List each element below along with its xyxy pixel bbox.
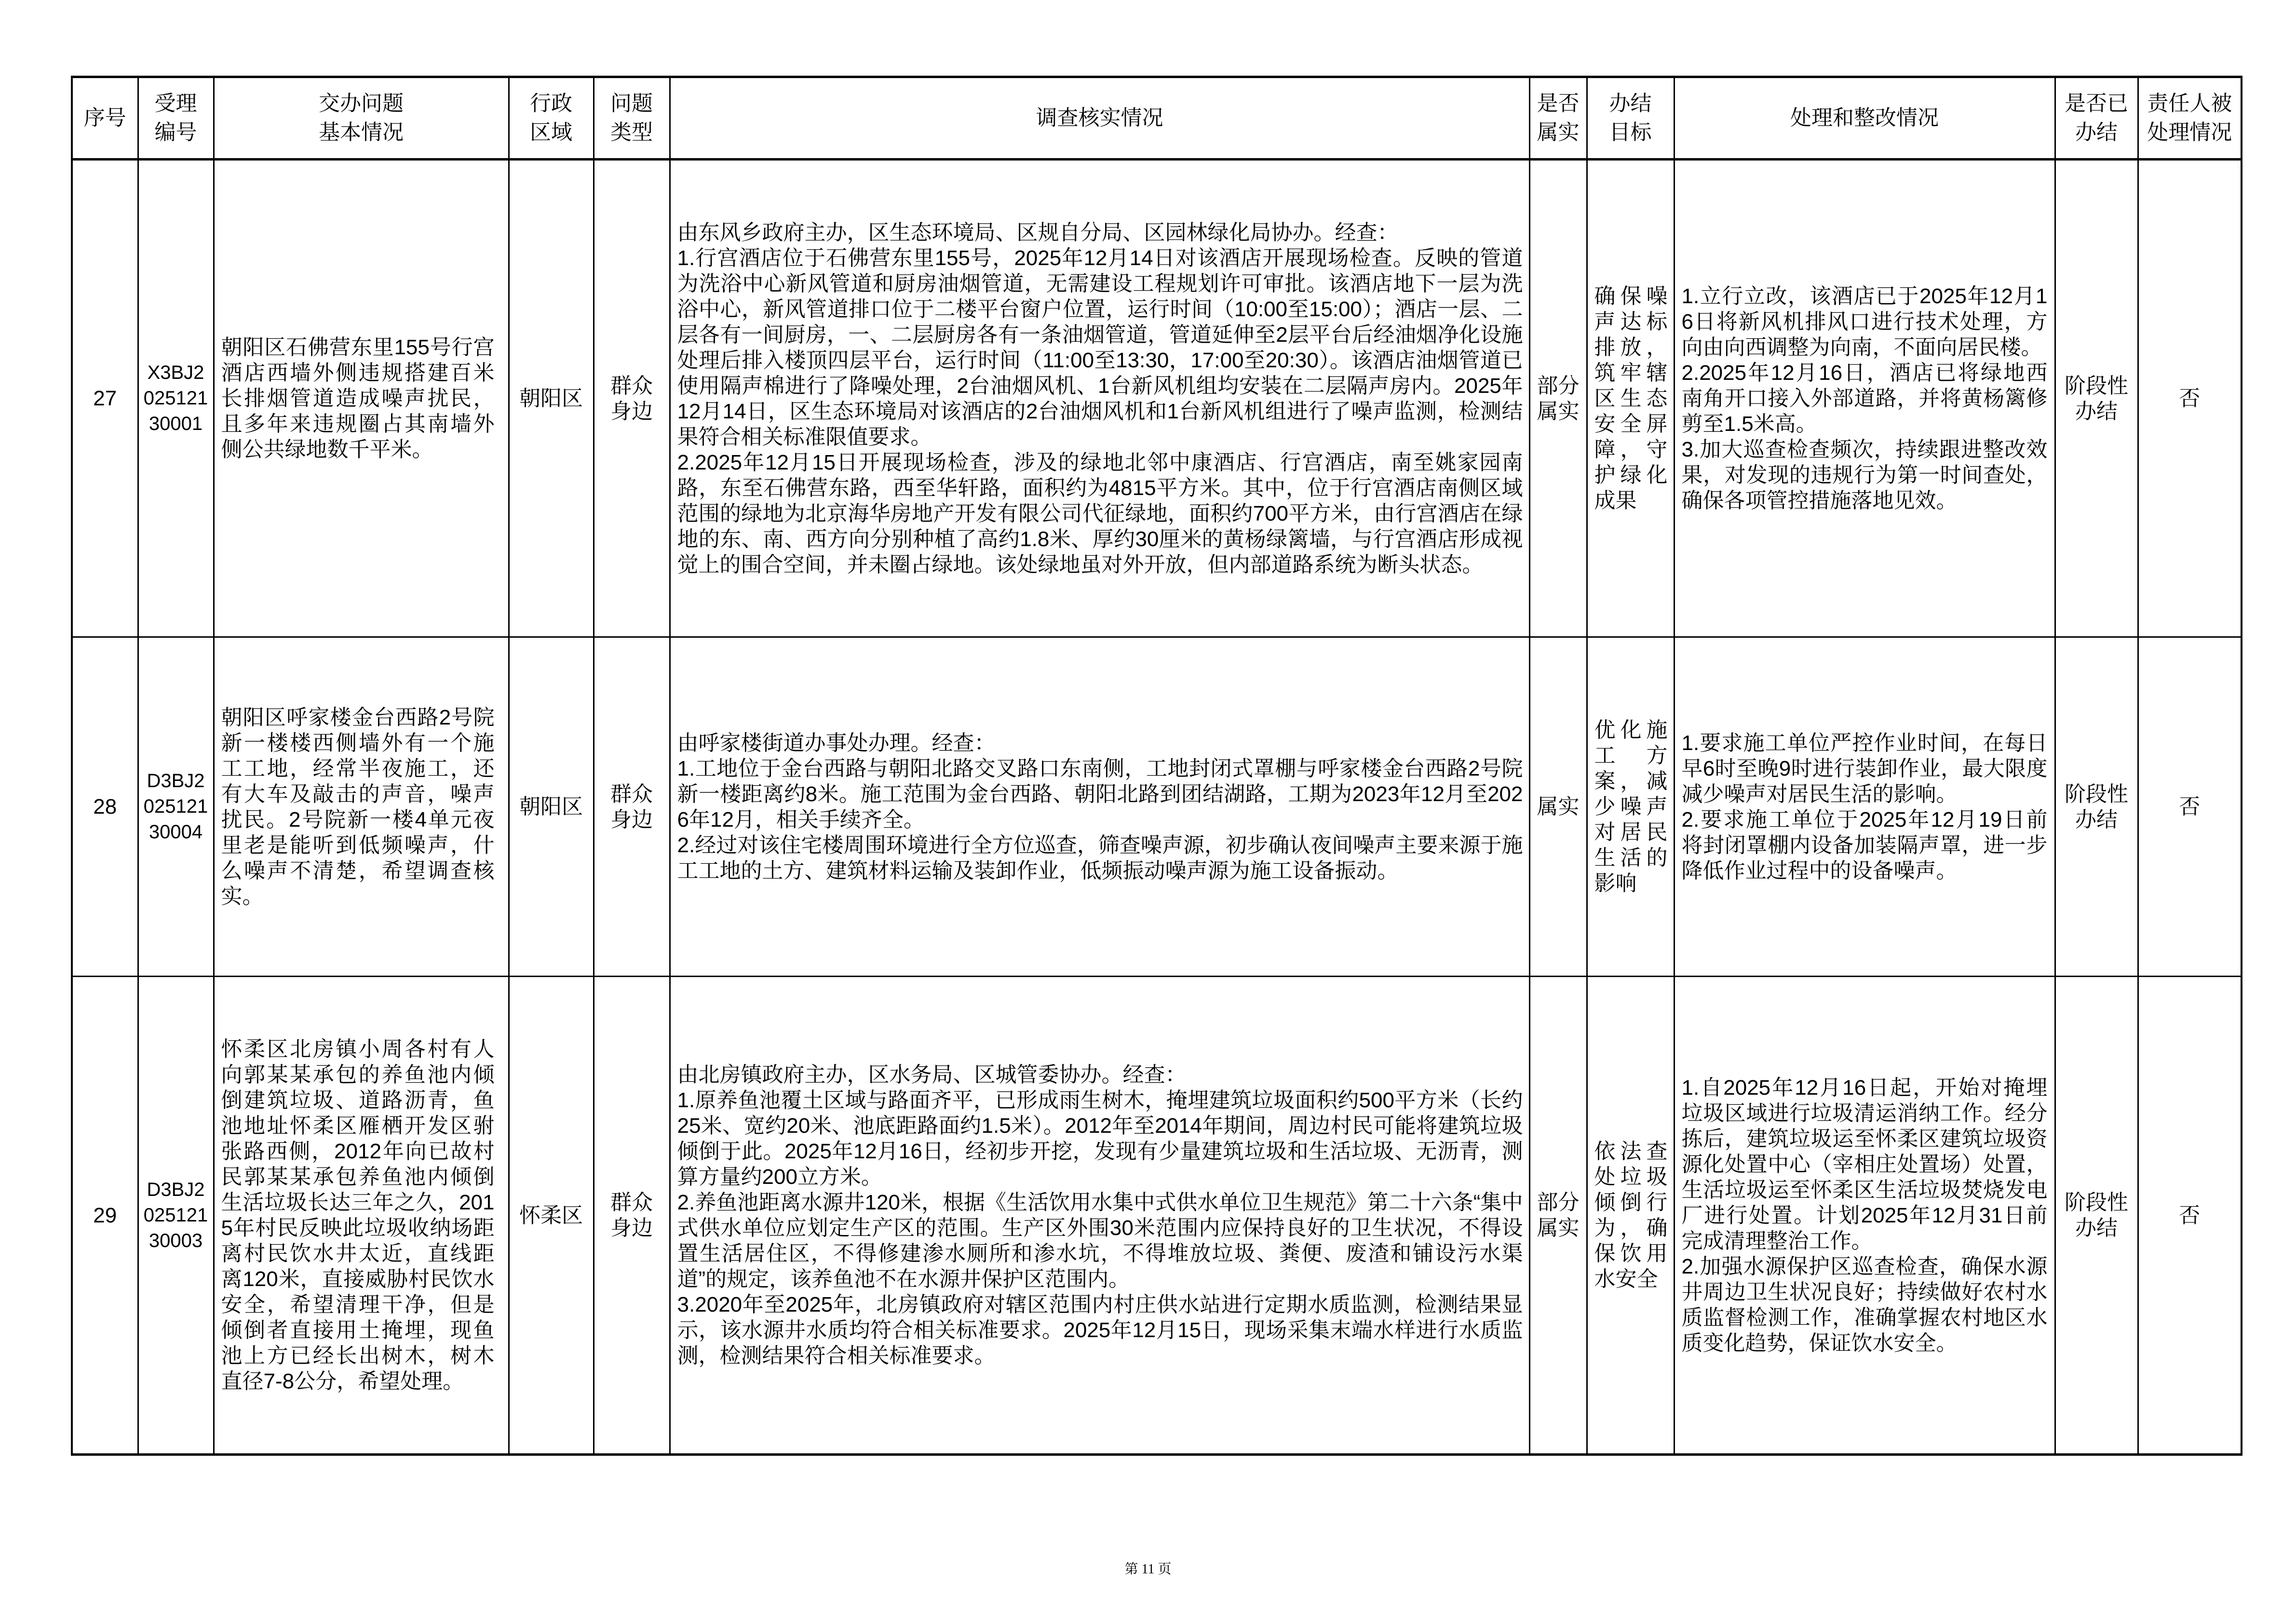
table-header-row: [72, 77, 2242, 160]
action-item: 2.加强水源保护区巡查检查，确保水源井周边卫生状况良好；持续做好农村水质监督检测工作，准确掌握农村地区水质变化趋势，保证饮水安全。: [1681, 1254, 2048, 1355]
cell-district: 朝阳区: [509, 637, 594, 977]
cell-issue-type: 群众身边: [594, 637, 670, 977]
cell-verified: 属实: [1529, 637, 1587, 977]
cell-case-id: D3BJ202512130004: [138, 637, 214, 977]
investigation-intro: 由呼家楼街道办事处办理。经查：: [677, 731, 996, 755]
cell-actions: [1674, 977, 2055, 1455]
cell-accountability: 否: [2138, 160, 2242, 637]
cell-district: 怀柔区: [509, 977, 594, 1455]
header-label: 处理和整改情况: [1790, 106, 1939, 130]
header-label: 调查核实情况: [1036, 106, 1163, 130]
investigation-item: 1.工地位于金台西路与朝阳北路交叉路口东南侧，工地封闭式罩棚与呼家楼金台西路2号院新一楼距离约8米。施工范围为金台西路、朝阳北路到团结湖路，工期为2023年12月至2026年12月，相关手续齐全。: [677, 756, 1523, 832]
cell-accountability: 否: [2138, 637, 2242, 977]
header-label: 编号: [154, 121, 197, 144]
cell-investigation: [670, 160, 1529, 637]
investigation-item: 1.原养鱼池覆土区域与路面齐平，已形成雨生树木，掩埋建筑垃圾面积约500平方米（长约25米、宽约20米、池底距路面约1.5米）。2012年至2014年期间，周边村民可能将建筑垃圾倾倒于此。2025年12月16日，经初步开挖，发现有少量建筑垃圾和生活垃圾、无沥青，测算方量约200立方米。: [677, 1088, 1523, 1189]
table-row: [72, 637, 2242, 977]
cell-closed: 阶段性办结: [2055, 977, 2138, 1455]
header-issue-type: [594, 77, 670, 160]
header-investigation: [670, 77, 1529, 160]
cell-issue: 朝阳区呼家楼金台西路2号院新一楼楼西侧墙外有一个施工工地，经常半夜施工，还有大车及敲击的声音，噪声扰民。2号院新一楼4单元夜里老是能听到低频噪声，什么噪声不清楚，希望调查核实。: [214, 637, 509, 977]
cell-verified: 部分属实: [1529, 977, 1587, 1455]
header-label: 是否: [1537, 92, 1580, 115]
header-verified: [1529, 77, 1587, 160]
header-label: 办结: [1609, 92, 1652, 115]
cell-closed: 阶段性办结: [2055, 160, 2138, 637]
header-label: 属实: [1537, 121, 1580, 144]
action-item: 2.2025年12月16日，酒店已将绿地西南角开口接入外部道路，并将黄杨篱修剪至1.5米高。: [1681, 361, 2048, 436]
header-label: 类型: [610, 121, 653, 144]
investigation-item: 1.行宫酒店位于石佛营东里155号，2025年12月14日对该酒店开展现场检查。反映的管道为洗浴中心新风管道和厨房油烟管道，无需建设工程规划许可审批。该酒店地下一层为洗浴中心，新风管道排口位于二楼平台窗户位置，运行时间（10:00至15:00）；酒店一层、二层各有一间厨房，一、二层厨房各有一条油烟管道，管道延伸至2层平台后经油烟净化设施处理后排入楼顶四层平台，运行时间（11:00至13:30，17:00至20:30）。该酒店油烟管道已使用隔声棉进行了降噪处理，2台油烟风机、1台新风机组均安装在二层隔声房内。2025年12月14日，区生态环境局对该酒店的2台油烟风机和1台新风机组进行了噪声监测，检测结果符合相关标准限值要求。: [677, 246, 1523, 449]
investigation-item: 3.2020年至2025年，北房镇政府对辖区范围内村庄供水站进行定期水质监测，检测结果显示，该水源井水质均符合相关标准要求。2025年12月15日，现场采集末端水样进行水质监测，检测结果符合相关标准要求。: [677, 1293, 1523, 1368]
cell-goal: 优化施工方案，减少噪声对居民生活的影响: [1587, 637, 1674, 977]
header-label: 受理: [154, 92, 197, 115]
header-label: 目标: [1609, 121, 1652, 144]
header-label: 问题: [610, 92, 653, 115]
header-seq: [72, 77, 138, 160]
header-goal: [1587, 77, 1674, 160]
header-label: 基本情况: [319, 121, 404, 144]
header-label: 行政: [530, 92, 572, 115]
cell-accountability: 否: [2138, 977, 2242, 1455]
investigation-item: 2.经过对该住宅楼周围环境进行全方位巡查，筛查噪声源，初步确认夜间噪声主要来源于施工工地的土方、建筑材料运输及装卸作业，低频振动噪声源为施工设备振动。: [677, 833, 1523, 883]
header-label: 是否已: [2065, 92, 2128, 115]
header-actions: [1674, 77, 2055, 160]
cell-issue-type: 群众身边: [594, 977, 670, 1455]
cell-investigation: [670, 637, 1529, 977]
cell-actions: [1674, 637, 2055, 977]
cell-district: 朝阳区: [509, 160, 594, 637]
header-label: 区域: [530, 121, 572, 144]
header-label: 处理情况: [2147, 121, 2232, 144]
cell-seq: 29: [72, 977, 138, 1455]
header-accountability: [2138, 77, 2242, 160]
cell-case-id: X3BJ202512130001: [138, 160, 214, 637]
cell-case-id: D3BJ202512130003: [138, 977, 214, 1455]
action-item: 3.加大巡查检查频次，持续跟进整改效果，对发现的违规行为第一时间查处，确保各项管控措施落地见效。: [1681, 438, 2048, 512]
header-issue: [214, 77, 509, 160]
investigation-intro: 由北房镇政府主办，区水务局、区城管委协办。经查：: [677, 1063, 1187, 1086]
cell-seq: 27: [72, 160, 138, 637]
investigation-intro: 由东风乡政府主办，区生态环境局、区规自分局、区园林绿化局协办。经查：: [677, 220, 1399, 244]
cell-closed: 阶段性办结: [2055, 637, 2138, 977]
cell-seq: 28: [72, 637, 138, 977]
header-label: 办结: [2075, 121, 2118, 144]
cell-issue: 怀柔区北房镇小周各村有人向郭某某承包的养鱼池内倾倒建筑垃圾、道路沥青，鱼池地址怀柔区雁栖开发区驸张路西侧，2012年向已故村民郭某某承包养鱼池内倾倒生活垃圾长达三年之久，2015年村民反映此垃圾收纳场距离村民饮水井太近，直线距离120米，直接威胁村民饮水安全，希望清理干净，但是倾倒者直接用土掩埋，现鱼池上方已经长出树木，树木直径7-8公分，希望处理。: [214, 977, 509, 1455]
cell-verified: 部分属实: [1529, 160, 1587, 637]
cell-goal: 依法查处垃圾倾倒行为，确保饮用水安全: [1587, 977, 1674, 1455]
cell-issue-type: 群众身边: [594, 160, 670, 637]
cell-actions: [1674, 160, 2055, 637]
case-table: [71, 76, 2242, 1456]
investigation-item: 2.2025年12月15日开展现场检查，涉及的绿地北邻中康酒店、行宫酒店，南至姚家园南路，东至石佛营东路，西至华轩路，面积约为4815平方米。其中，位于行宫酒店南侧区域范围的绿地为北京海华房地产开发有限公司代征绿地，面积约700平方米，由行宫酒店在绿地的东、南、西方向分别种植了高约1.8米、厚约30厘米的黄杨绿篱墙，与行宫酒店形成视觉上的围合空间，并未圈占绿地。该处绿地虽对外开放，但内部道路系统为断头状态。: [677, 450, 1523, 577]
header-label: 序号: [83, 106, 126, 130]
table-row: [72, 160, 2242, 637]
header-case-id: [138, 77, 214, 160]
header-district: [509, 77, 594, 160]
action-item: 2.要求施工单位于2025年12月19日前将封闭罩棚内设备加装隔声罩，进一步降低作业过程中的设备噪声。: [1681, 807, 2048, 883]
table-row: [72, 977, 2242, 1455]
cell-investigation: [670, 977, 1529, 1455]
header-closed: [2055, 77, 2138, 160]
action-item: 1.自2025年12月16日起，开始对掩埋垃圾区域进行垃圾清运消纳工作。经分拣后，建筑垃圾运至怀柔区建筑垃圾资源化处置中心（宰相庄处置场）处置，生活垃圾运至怀柔区生活垃圾焚烧发电厂进行处置。计划2025年12月31日前完成清理整治工作。: [1681, 1075, 2048, 1253]
header-label: 责任人被: [2147, 92, 2232, 115]
investigation-item: 2.养鱼池距离水源井120米，根据《生活饮用水集中式供水单位卫生规范》第二十六条“集中式供水单位应划定生产区的范围。生产区外围30米范围内应保持良好的卫生状况，不得设置生活居住区，不得修建渗水厕所和渗水坑，不得堆放垃圾、粪便、废渣和铺设污水渠道”的规定，该养鱼池不在水源井保护区范围内。: [677, 1191, 1523, 1291]
action-item: 1.要求施工单位严控作业时间，在每日早6时至晚9时进行装卸作业，最大限度减少噪声对居民生活的影响。: [1681, 731, 2048, 806]
page-number: 第 11 页: [1124, 1562, 1172, 1577]
cell-issue: 朝阳区石佛营东里155号行宫酒店西墙外侧违规搭建百米长排烟管道造成噪声扰民，且多年来违规圈占其南墙外侧公共绿地数千平米。: [214, 160, 509, 637]
header-label: 交办问题: [319, 92, 404, 115]
action-item: 1.立行立改，该酒店已于2025年12月16日将新风机排风口进行技术处理，方向由向西调整为向南，不面向居民楼。: [1681, 284, 2048, 359]
cell-goal: 确保噪声达标排放，筑牢辖区生态安全屏障，守护绿化成果: [1587, 160, 1674, 637]
